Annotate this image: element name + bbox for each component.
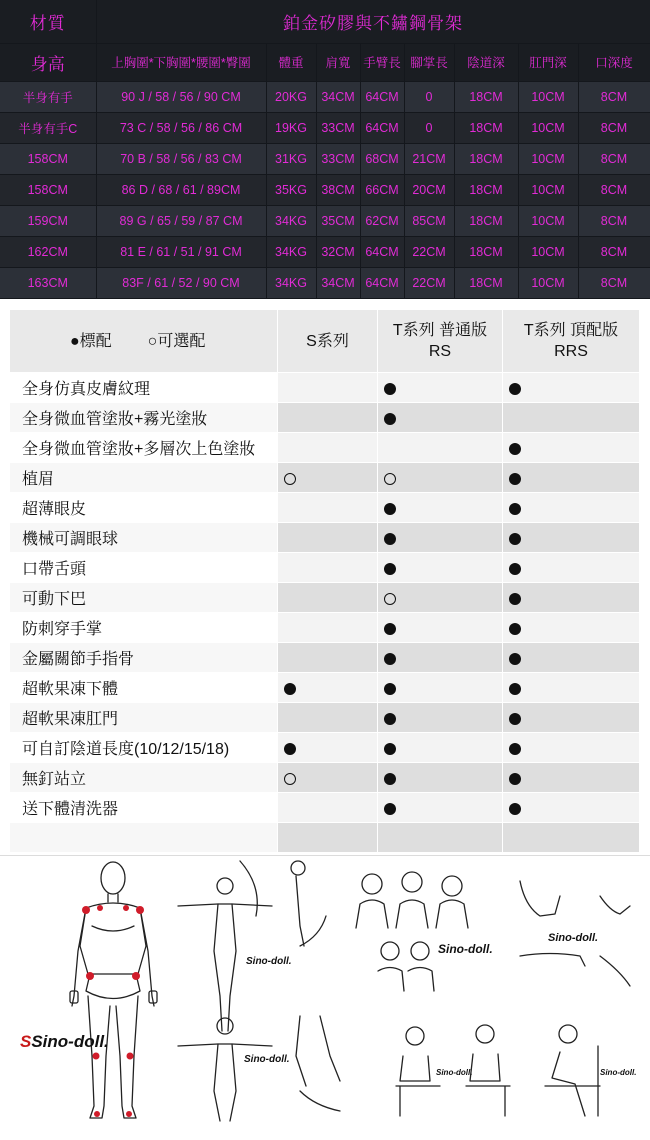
standard-dot-icon: [509, 563, 521, 575]
optional-circle-icon: [384, 593, 396, 605]
feature-row: [10, 672, 640, 702]
spec-cell: 34CM: [316, 267, 360, 298]
feature-mark-cell: [278, 372, 378, 402]
spec-cell: 0: [404, 81, 454, 112]
spec-cell: 159CM: [0, 205, 96, 236]
spec-title-row: [0, 0, 650, 43]
spec-row: [0, 174, 650, 205]
feature-header-row: [10, 310, 640, 372]
spec-cell: 81 E / 61 / 51 / 91 CM: [96, 236, 266, 267]
feature-mark-cell: [278, 552, 378, 582]
feature-mark-cell: [278, 402, 378, 432]
spec-column-header: 肛門深: [518, 43, 578, 81]
spec-cell: 半身有手C: [0, 112, 96, 143]
standard-dot-icon: [509, 743, 521, 755]
spec-cell: 64CM: [360, 112, 404, 143]
standard-dot-icon: [284, 743, 296, 755]
standard-dot-icon: [384, 623, 396, 635]
spec-cell: 10CM: [518, 174, 578, 205]
feature-mark-cell: [278, 732, 378, 762]
material-label: 材質: [0, 0, 96, 43]
feature-mark-cell: [378, 522, 503, 552]
feature-mark-cell: [378, 642, 503, 672]
spec-cell: 70 B / 58 / 56 / 83 CM: [96, 143, 266, 174]
series-column-header: T系列 頂配版 RRS: [503, 310, 640, 372]
spec-cell: 18CM: [454, 174, 518, 205]
feature-mark-cell: [278, 462, 378, 492]
feature-row: [10, 462, 640, 492]
feature-mark-cell: [278, 792, 378, 822]
standard-dot-icon: [509, 473, 521, 485]
standard-dot-icon: [509, 593, 521, 605]
feature-mark-cell: [503, 762, 640, 792]
legend-cell: [10, 310, 278, 372]
spec-cell: 31KG: [266, 143, 316, 174]
feature-label: 口帶舌頭: [10, 552, 278, 582]
feature-mark-cell: [378, 462, 503, 492]
feature-row: [10, 822, 640, 852]
spec-cell: 8CM: [578, 143, 650, 174]
feature-mark-cell: [278, 672, 378, 702]
spec-cell: 8CM: [578, 267, 650, 298]
spec-cell: 8CM: [578, 205, 650, 236]
spec-row: [0, 112, 650, 143]
brand-logo-small: Sino-doll.: [548, 932, 599, 944]
standard-dot-icon: [509, 653, 521, 665]
spec-cell: 8CM: [578, 112, 650, 143]
feature-mark-cell: [503, 492, 640, 522]
feature-row: [10, 552, 640, 582]
feature-mark-cell: [378, 612, 503, 642]
spec-cell: 8CM: [578, 174, 650, 205]
feature-label: 超軟果凍肛門: [10, 702, 278, 732]
spec-cell: 158CM: [0, 174, 96, 205]
standard-dot-icon: [384, 503, 396, 515]
skeleton-figure: [70, 862, 157, 1118]
spec-cell: 89 G / 65 / 59 / 87 CM: [96, 205, 266, 236]
feature-label: 植眉: [10, 462, 278, 492]
spec-column-header: 體重: [266, 43, 316, 81]
feature-mark-cell: [278, 522, 378, 552]
series-column-header: T系列 普通版 RS: [378, 310, 503, 372]
feature-mark-cell: [278, 702, 378, 732]
spec-row: [0, 81, 650, 112]
feature-mark-cell: [503, 432, 640, 462]
spec-cell: 34KG: [266, 205, 316, 236]
feature-mark-cell: [503, 702, 640, 732]
spec-row: [0, 236, 650, 267]
feature-label: 可動下巴: [10, 582, 278, 612]
arms-extended-figure: [178, 1016, 340, 1121]
feature-label: 全身微血管塗妝+霧光塗妝: [10, 402, 278, 432]
brand-logo-small: Sino-doll.: [436, 1068, 473, 1077]
feature-row: [10, 762, 640, 792]
spec-cell: 33CM: [316, 112, 360, 143]
joint-markers: [82, 905, 144, 1117]
feature-mark-cell: [503, 552, 640, 582]
spec-cell: 64CM: [360, 81, 404, 112]
spec-column-header: 上胸圍*下胸圍*腰圍*臀圍: [96, 43, 266, 81]
feature-mark-cell: [278, 642, 378, 672]
feature-mark-cell: [378, 492, 503, 522]
feature-mark-cell: [503, 462, 640, 492]
spec-cell: 10CM: [518, 205, 578, 236]
feature-mark-cell: [378, 432, 503, 462]
feature-row: [10, 612, 640, 642]
feature-mark-cell: [378, 792, 503, 822]
feature-mark-cell: [503, 402, 640, 432]
standard-dot-icon: [509, 533, 521, 545]
feature-mark-cell: [278, 432, 378, 462]
spec-cell: 18CM: [454, 205, 518, 236]
feature-mark-cell: [503, 612, 640, 642]
feature-mark-cell: [503, 792, 640, 822]
spec-cell: 18CM: [454, 112, 518, 143]
spec-cell: 18CM: [454, 143, 518, 174]
spec-header-row: [0, 43, 650, 81]
feature-row: [10, 432, 640, 462]
spec-cell: 64CM: [360, 267, 404, 298]
standard-dot-icon: [384, 413, 396, 425]
spec-cell: 19KG: [266, 112, 316, 143]
feature-label: 超薄眼皮: [10, 492, 278, 522]
brand-logo-small: Sino-doll.: [600, 1068, 637, 1077]
spec-cell: 20KG: [266, 81, 316, 112]
spec-cell: 34KG: [266, 267, 316, 298]
doll-joint-illustrations: [0, 855, 650, 1140]
spec-cell: 10CM: [518, 143, 578, 174]
spec-cell: 163CM: [0, 267, 96, 298]
feature-row: [10, 582, 640, 612]
spec-cell: 85CM: [404, 205, 454, 236]
feature-mark-cell: [503, 672, 640, 702]
feature-mark-cell: [278, 762, 378, 792]
standard-dot-icon: [384, 563, 396, 575]
spec-cell: 0: [404, 112, 454, 143]
standard-dot-icon: [509, 503, 521, 515]
spec-cell: 22CM: [404, 267, 454, 298]
feature-row: [10, 402, 640, 432]
spec-column-header: 手臂長: [360, 43, 404, 81]
spec-cell: 66CM: [360, 174, 404, 205]
feature-mark-cell: [378, 402, 503, 432]
spec-cell: 62CM: [360, 205, 404, 236]
spec-cell: 86 D / 68 / 61 / 89CM: [96, 174, 266, 205]
spec-cell: 90 J / 58 / 56 / 90 CM: [96, 81, 266, 112]
material-value: 鉑金矽膠與不鏽鋼骨架: [96, 0, 650, 43]
feature-label: 無釘站立: [10, 762, 278, 792]
feature-mark-cell: [378, 372, 503, 402]
feature-row: [10, 732, 640, 762]
spec-cell: 18CM: [454, 267, 518, 298]
spec-row: [0, 205, 650, 236]
illustration-canvas: [0, 856, 650, 1140]
spec-cell: 35KG: [266, 174, 316, 205]
feature-label: 全身仿真皮膚紋理: [10, 372, 278, 402]
standard-dot-icon: [384, 713, 396, 725]
spec-cell: 68CM: [360, 143, 404, 174]
feature-mark-cell: [378, 672, 503, 702]
feature-label: 金屬關節手指骨: [10, 642, 278, 672]
standard-dot-icon: [284, 683, 296, 695]
spec-cell: 18CM: [454, 81, 518, 112]
feature-row: [10, 372, 640, 402]
spec-cell: 34KG: [266, 236, 316, 267]
feature-mark-cell: [503, 522, 640, 552]
feature-mark-cell: [278, 612, 378, 642]
feature-row: [10, 792, 640, 822]
spec-cell: 33CM: [316, 143, 360, 174]
standard-dot-icon: [384, 743, 396, 755]
standard-dot-icon: [384, 383, 396, 395]
feature-label: 全身微血管塗妝+多層次上色塗妝: [10, 432, 278, 462]
spec-cell: 10CM: [518, 267, 578, 298]
standard-dot-icon: [384, 773, 396, 785]
seated-figures: [396, 1025, 600, 1116]
feature-label: [10, 822, 278, 852]
spec-column-header: 肩寬: [316, 43, 360, 81]
spec-cell: 8CM: [578, 81, 650, 112]
feature-mark-cell: [503, 642, 640, 672]
standard-dot-icon: [384, 533, 396, 545]
spec-cell: 18CM: [454, 236, 518, 267]
spec-row: [0, 143, 650, 174]
standard-dot-icon: [509, 683, 521, 695]
standard-dot-icon: [509, 713, 521, 725]
spec-cell: 10CM: [518, 236, 578, 267]
standard-dot-icon: [509, 383, 521, 395]
spec-cell: 21CM: [404, 143, 454, 174]
standard-dot-icon: [509, 443, 521, 455]
spec-cell: 半身有手: [0, 81, 96, 112]
standard-dot-icon: [509, 803, 521, 815]
feature-row: [10, 522, 640, 552]
feature-mark-cell: [378, 732, 503, 762]
brand-logo-main: SSino-doll.: [20, 1032, 109, 1051]
spec-column-header: 陰道深: [454, 43, 518, 81]
standard-dot-icon: [384, 683, 396, 695]
spec-cell: 10CM: [518, 81, 578, 112]
optional-circle-icon: [284, 473, 296, 485]
feature-mark-cell: [378, 552, 503, 582]
standard-dot-icon: [509, 773, 521, 785]
feature-mark-cell: [378, 702, 503, 732]
feature-row: [10, 702, 640, 732]
standard-dot-icon: [509, 623, 521, 635]
spec-column-header: 腳掌長: [404, 43, 454, 81]
spec-table: [0, 0, 650, 299]
feature-mark-cell: [278, 492, 378, 522]
spec-cell: 10CM: [518, 112, 578, 143]
feature-label: 送下體清洗器: [10, 792, 278, 822]
feature-comparison-table: [10, 310, 640, 852]
spec-cell: 64CM: [360, 236, 404, 267]
spec-column-header: 口深度: [578, 43, 650, 81]
head-tilt-figures: [356, 872, 468, 991]
feature-label: 可自訂陰道長度(10/12/15/18): [10, 732, 278, 762]
arm-abduction-figure: [178, 861, 326, 1031]
feature-mark-cell: [503, 582, 640, 612]
brand-logo-small: Sino-doll.: [246, 956, 292, 967]
spec-cell: 83F / 61 / 52 / 90 CM: [96, 267, 266, 298]
spec-cell: 34CM: [316, 81, 360, 112]
feature-label: 超軟果凍下體: [10, 672, 278, 702]
spec-cell: 73 C / 58 / 56 / 86 CM: [96, 112, 266, 143]
feature-mark-cell: [378, 762, 503, 792]
optional-circle-icon: [384, 473, 396, 485]
brand-logo-text: Sino-doll.: [31, 1032, 109, 1051]
feature-row: [10, 492, 640, 522]
legend-optional: ○可選配: [147, 332, 206, 350]
spec-cell: 158CM: [0, 143, 96, 174]
spec-cell: 162CM: [0, 236, 96, 267]
brand-logo-small: Sino-doll.: [438, 942, 493, 956]
feature-mark-cell: [278, 822, 378, 852]
standard-dot-icon: [384, 653, 396, 665]
spec-cell: 35CM: [316, 205, 360, 236]
feature-mark-cell: [378, 822, 503, 852]
optional-circle-icon: [284, 773, 296, 785]
spec-cell: 8CM: [578, 236, 650, 267]
spec-cell: 20CM: [404, 174, 454, 205]
feature-mark-cell: [503, 822, 640, 852]
feature-row: [10, 642, 640, 672]
feature-mark-cell: [503, 372, 640, 402]
series-column-header: S系列: [278, 310, 378, 372]
spec-row: [0, 267, 650, 298]
standard-dot-icon: [384, 803, 396, 815]
feature-mark-cell: [503, 732, 640, 762]
feature-label: 防刺穿手掌: [10, 612, 278, 642]
spec-column-header: 身高: [0, 43, 96, 81]
brand-logo-small: Sino-doll.: [244, 1054, 290, 1065]
spec-cell: 38CM: [316, 174, 360, 205]
feature-mark-cell: [378, 582, 503, 612]
legend-standard: ●標配: [70, 332, 112, 350]
feature-label: 機械可調眼球: [10, 522, 278, 552]
spec-cell: 22CM: [404, 236, 454, 267]
feature-mark-cell: [278, 582, 378, 612]
spec-cell: 32CM: [316, 236, 360, 267]
